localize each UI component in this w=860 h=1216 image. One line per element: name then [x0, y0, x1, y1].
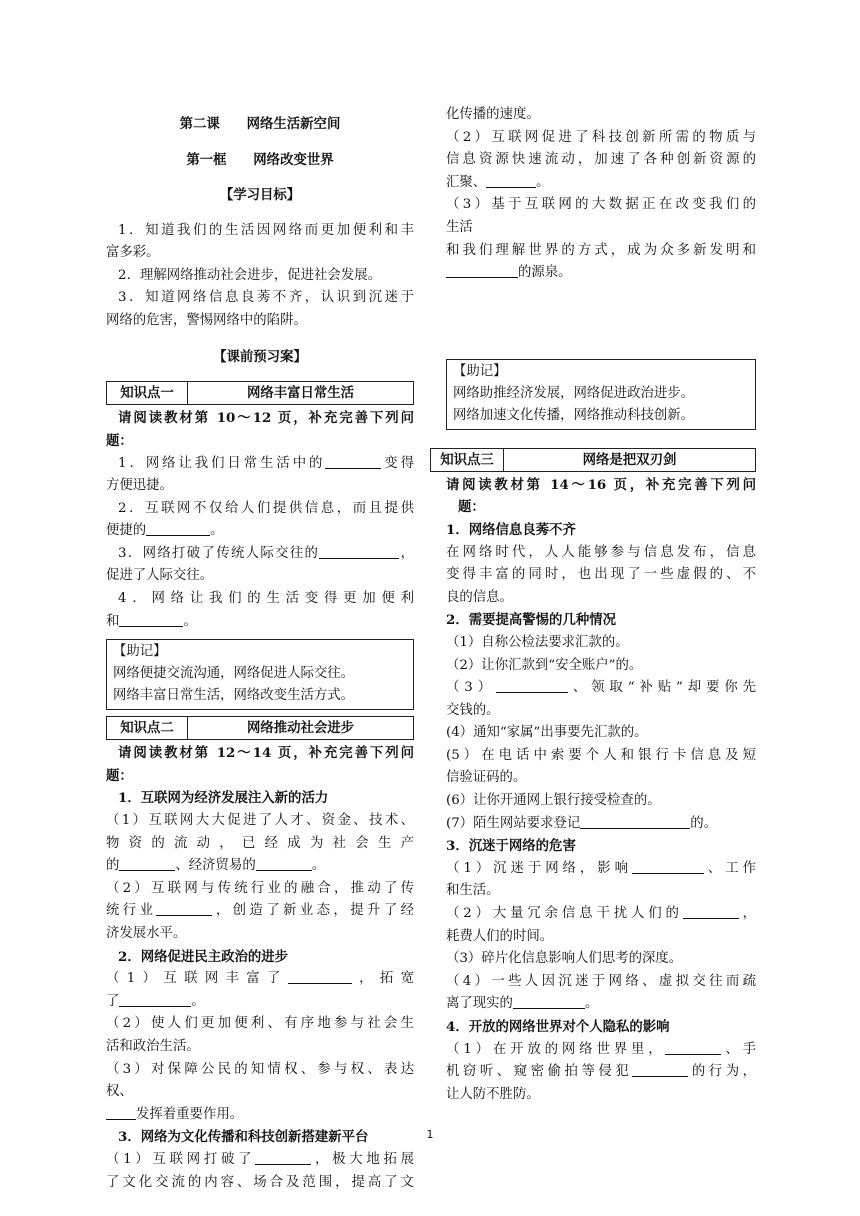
kp2-para: （2）互联网促进了科技创新所需的物质与 [446, 129, 756, 145]
kp2-para: 和我们理解世界的方式，成为众多新发明和 [446, 242, 756, 258]
kp2-para: （1）互联网打破了 ，极大地拓展 [106, 1151, 414, 1167]
memo-line: 网络丰富日常生活，网络改变生活方式。 [113, 688, 355, 704]
answer-blank[interactable] [119, 612, 183, 627]
answer-blank[interactable] [632, 859, 704, 874]
kp3-para: 良的信息。 [446, 589, 513, 605]
kp3-item: 和生活。 [446, 883, 500, 899]
answer-blank[interactable] [665, 1040, 721, 1055]
memo-title: 【助记】 [113, 644, 167, 660]
answer-blank[interactable] [288, 969, 352, 984]
answer-blank[interactable] [496, 678, 568, 693]
memo-title: 【助记】 [453, 363, 507, 379]
kp3-item: （1）在开放的网络世界里， 、手 [446, 1041, 756, 1057]
kp3-item: (5）在电话中索要个人和银行卡信息及短 [446, 747, 756, 763]
preview-header: 【课前预习案】 [213, 348, 307, 365]
kp2-memo-box [446, 359, 756, 430]
answer-blank[interactable] [156, 901, 212, 916]
kp3-para: 在网络时代，人人能够参与信息发布，信息 [446, 544, 756, 560]
goal-line: 富多彩。 [106, 245, 160, 261]
kp2-para: 济发展水平。 [106, 926, 187, 941]
kp2-para: （3）对保障公民的知情权、参与权、表达 [106, 1061, 414, 1077]
kp2-para: 化传播的速度。 [446, 107, 540, 122]
answer-blank[interactable] [486, 173, 536, 188]
goal-line: 1．知道我们的生活因网络而更加便利和丰 [118, 222, 414, 238]
kp3-heading-2: 2．需要提高警惕的几种情况 [446, 612, 617, 629]
kp3-instruction: 请阅读教材第 14～16 页，补充完善下列问 [446, 476, 756, 493]
kp1-label: 知识点一 [107, 382, 188, 404]
kp1-question-2: 2．互联网不仅给人们提供信息，而且提供 [118, 500, 414, 516]
kp2-instruction: 题： [106, 767, 133, 784]
kp3-item: 耗费人们的时间。 [446, 928, 554, 944]
kp1-question-4-cont: 和 。 [106, 613, 197, 629]
kp2-para: （2）互联网与传统行业的融合，推动了传 [106, 880, 414, 896]
kp3-item: (4）通知“家属”出事要先汇款的。 [446, 725, 648, 741]
right-column [440, 104, 757, 1106]
answer-blank[interactable] [256, 856, 312, 871]
goal-line: 2．理解网络推动社会进步，促进社会发展。 [118, 267, 381, 283]
kp3-item: （1）自称公检法要求汇款的。 [446, 634, 629, 650]
kp2-para: （1）互联网大大促进了人才、资金、技术、 [106, 813, 414, 829]
kp3-item: 机窃听、窥密偷拍等侵犯 的行为， [446, 1064, 757, 1080]
kp3-item: 让人防不胜防。 [446, 1086, 540, 1102]
answer-blank[interactable] [446, 263, 518, 278]
memo-line: 网络便捷交流沟通，网络促进人际交往。 [113, 666, 355, 682]
kp2-para: 生活 [446, 219, 473, 235]
kp2-para: （2）使人们更加便利、有序地参与社会生 [106, 1016, 414, 1032]
kp2-para: 汇聚、 。 [446, 174, 550, 190]
kp1-title: 网络丰富日常生活 [246, 385, 355, 402]
kp1-instruction: 请阅读教材第 10～12 页，补充完善下列问 [118, 410, 414, 427]
goals-header: 【学习目标】 [219, 187, 301, 204]
kp3-heading-3: 3．沉迷于网络的危害 [446, 838, 576, 855]
kp3-label: 知识点三 [431, 449, 504, 471]
kp3-item: （4）一些人因沉迷于网络、虚拟交往而疏 [446, 973, 756, 989]
kp2-para: （1）互联网丰富了 ，拓宽 [106, 971, 414, 987]
kp2-para: 活和政治生活。 [106, 1038, 200, 1054]
kp2-label: 知识点二 [107, 717, 188, 739]
kp2-para: 物资的流动，已经成为社会生产 [106, 835, 414, 851]
kp2-para: 的 、经济贸易的 。 [106, 858, 326, 874]
kp2-para: 权、 [106, 1084, 133, 1100]
kp1-question-3: 3．网络打破了传统人际交往的 ， [118, 545, 415, 561]
kp3-item: 交钱的。 [446, 702, 500, 718]
page-number: 1 [426, 1128, 434, 1141]
kp2-para: 了文化交流的内容、场合及范围，提高了文 [106, 1174, 414, 1190]
knowledge-point-2-bar [106, 716, 414, 740]
kp3-item: 信验证码的。 [446, 770, 527, 786]
kp3-item: （2）大量冗余信息干扰人们的 ， [446, 906, 756, 922]
kp3-heading-4: 4．开放的网络世界对个人隐私的影响 [446, 1019, 670, 1035]
frame-title: 第一框 网络改变世界 [186, 151, 334, 168]
kp2-para: 发挥着重要作用。 [106, 1104, 414, 1127]
goal-line: 3．知道网络信息良莠不齐，认识到沉迷于 [118, 290, 414, 306]
kp2-heading-2: 2．网络促进民主政治的进步 [118, 948, 289, 965]
kp3-item: （2）让你汇款到“安全账户”的。 [446, 657, 643, 673]
kp2-para: （3）基于互联网的大数据正在改变我们的 [446, 197, 756, 213]
kp1-question-4: 4．网络让我们的生活变得更加便利 [118, 591, 414, 607]
answer-blank[interactable] [319, 544, 399, 559]
knowledge-point-1-bar [106, 381, 414, 405]
kp2-para: 了 。 [106, 993, 205, 1009]
kp2-para: 的源泉。 [446, 262, 756, 285]
answer-blank[interactable] [255, 1150, 311, 1165]
memo-line: 网络助推经济发展，网络促进政治进步。 [453, 385, 695, 401]
kp1-question-1: 1．网络让我们日常生活中的 变得 [118, 455, 415, 471]
answer-blank[interactable] [146, 521, 210, 536]
kp3-item: （3）碎片化信息影响人们思考的深度。 [446, 951, 683, 967]
answer-blank[interactable] [119, 856, 175, 871]
kp1-memo-box [106, 639, 414, 710]
kp3-heading-1: 1．网络信息良莠不齐 [446, 521, 576, 538]
left-column [106, 100, 414, 1194]
answer-blank[interactable] [119, 992, 191, 1007]
kp3-item: （3） 、领取“补贴”却要你先 [446, 680, 756, 696]
memo-line: 网络加速文化传播，网络推动科技创新。 [453, 407, 695, 423]
answer-blank[interactable] [325, 454, 381, 469]
kp3-item: (6）让你开通网上银行接受检查的。 [446, 793, 661, 809]
kp3-item: 离了现实的 。 [446, 996, 599, 1012]
kp3-para: 变得丰富的同时，也出现了一些虚假的、不 [446, 567, 756, 583]
answer-blank[interactable] [683, 904, 739, 919]
kp2-heading-3: 3．网络为文化传播和科技创新搭建新平台 [118, 1129, 369, 1146]
kp2-title: 网络推动社会进步 [246, 720, 355, 737]
kp1-question-1-cont: 方便迅捷。 [106, 478, 173, 494]
kp2-instruction: 请阅读教材第 12～14 页，补充完善下列问 [118, 745, 414, 762]
knowledge-point-3-bar [430, 448, 756, 472]
kp1-question-3-cont: 促进了人际交往。 [106, 568, 214, 584]
answer-blank[interactable] [580, 814, 690, 829]
kp1-instruction: 题： [106, 432, 133, 449]
kp3-item: (7）陌生网站要求登记 的。 [446, 815, 718, 831]
answer-blank[interactable] [106, 1105, 136, 1120]
kp1-question-2-cont: 便捷的 。 [106, 523, 224, 539]
kp2-para: 统行业 ，创造了新业态，提升了经 [106, 903, 415, 919]
lesson-title: 第二课 网络生活新空间 [179, 116, 341, 133]
kp2-heading-1: 1．互联网为经济发展注入新的活力 [118, 790, 329, 807]
goal-line: 网络的危害，警惕网络中的陷阱。 [106, 312, 307, 328]
answer-blank[interactable] [513, 994, 585, 1009]
kp3-instruction: 题： [458, 499, 485, 516]
kp3-item: （1）沉迷于网络，影响 、工作 [446, 860, 756, 876]
kp3-title: 网络是把双刃剑 [582, 451, 677, 468]
answer-blank[interactable] [632, 1062, 688, 1077]
kp2-para: 信息资源快速流动，加速了各种创新资源的 [446, 152, 756, 168]
